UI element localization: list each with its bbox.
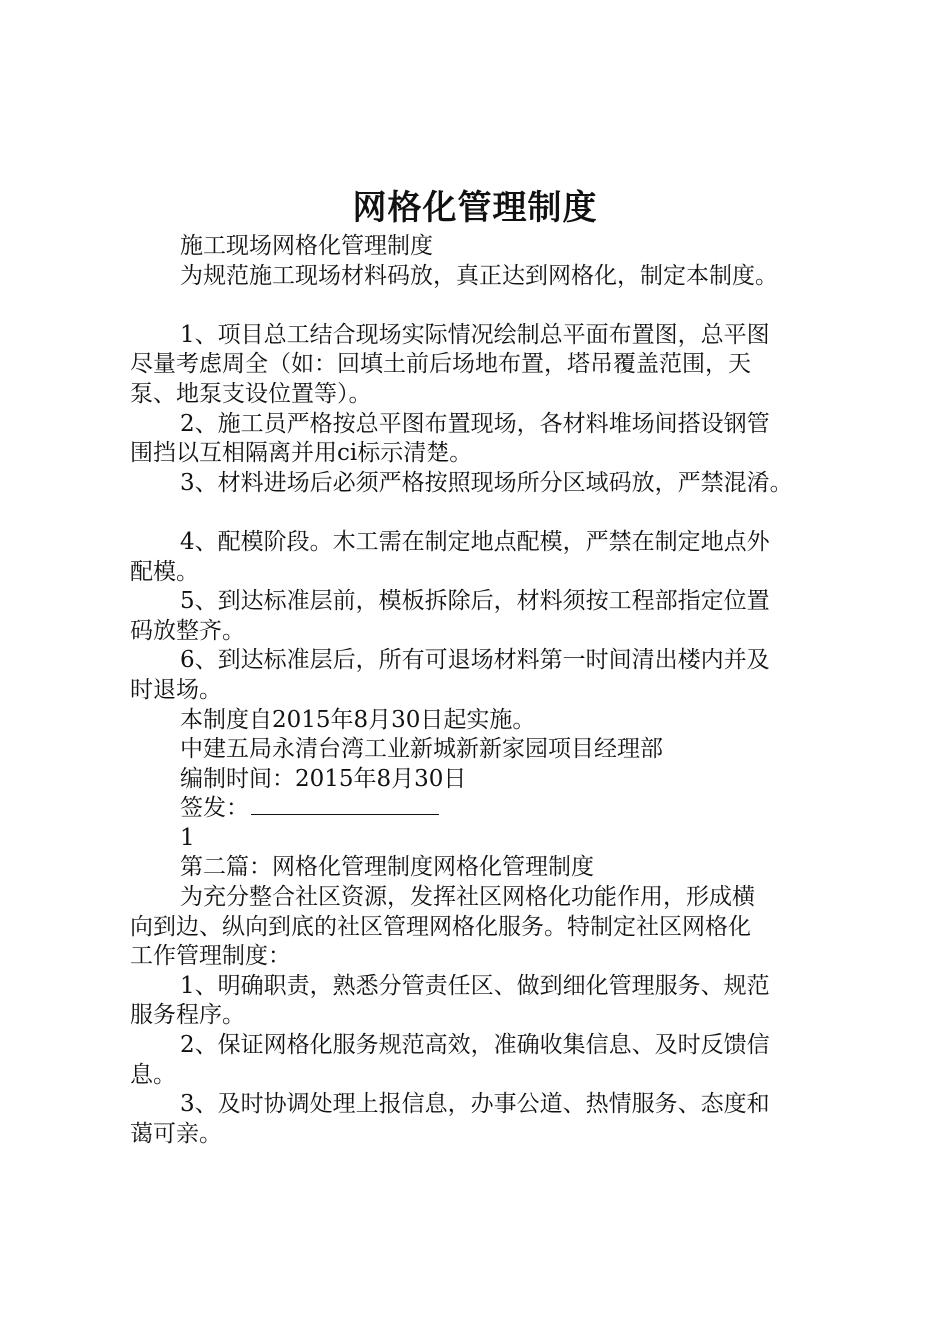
document-title: 网格化管理制度 (352, 188, 598, 228)
signature-line (130, 794, 850, 824)
blank-line (130, 498, 850, 528)
intro-line: 为规范施工现场材料码放，真正达到网格化，制定本制度。 (180, 262, 778, 289)
item-5-line-1: 5、到达标准层前，模板拆除后，材料须按工程部指定位置 (180, 588, 770, 615)
item-1-line-1: 1、项目总工结合现场实际情况绘制总平面布置图，总平图 (180, 321, 770, 348)
page-number: 1 (180, 824, 195, 851)
item-1-line-2: 尽量考虑周全（如：回填土前后场地布置，塔吊覆盖范围，天 (130, 351, 751, 378)
compile-date-line: 编制时间：2015年8月30日 (180, 765, 467, 792)
section-two-heading: 第二篇：网格化管理制度网格化管理制度 (180, 854, 594, 881)
signature-label: 签发： (180, 795, 249, 822)
effective-date-line: 本制度自2015年8月30日起实施。 (180, 706, 536, 733)
document-body (130, 232, 850, 1149)
section-two-item-3-line-2: 蔼可亲。 (130, 1120, 222, 1147)
item-3-line-1: 3、材料进场后必须严格按照现场所分区域码放，严禁混淆。 (180, 469, 793, 496)
signature-blank (251, 794, 439, 815)
item-1-line-3: 泵、地泵支设位置等）。 (130, 380, 372, 407)
section-two-item-1-line-2: 服务程序。 (130, 1002, 245, 1029)
item-5-line-2: 码放整齐。 (130, 617, 245, 644)
item-2-line-2: 围挡以互相隔离并用ci标示清楚。 (130, 440, 473, 467)
item-4-line-1: 4、配模阶段。木工需在制定地点配模，严禁在制定地点外 (180, 528, 770, 555)
section-two-item-3-line-1: 3、及时协调处理上报信息，办事公道、热情服务、态度和 (180, 1091, 770, 1118)
section-two-intro-line-1: 为充分整合社区资源，发挥社区网格化功能作用，形成横 (180, 884, 755, 911)
subtitle-line: 施工现场网格化管理制度 (180, 233, 433, 259)
section-two-item-1-line-1: 1、明确职责，熟悉分管责任区、做到细化管理服务、规范 (180, 972, 770, 999)
item-2-line-1: 2、施工员严格按总平图布置现场，各材料堆场间搭设钢管 (180, 410, 770, 437)
section-two-intro-line-2: 向到边、纵向到底的社区管理网格化服务。特制定社区网格化 (130, 913, 751, 940)
organization-line: 中建五局永清台湾工业新城新新家园项目经理部 (180, 736, 663, 763)
item-6-line-1: 6、到达标准层后，所有可退场材料第一时间清出楼内并及 (180, 647, 770, 674)
blank-line (130, 291, 850, 321)
section-two-intro-line-3: 工作管理制度： (130, 943, 291, 970)
section-two-item-2-line-2: 息。 (130, 1061, 176, 1088)
item-4-line-2: 配模。 (130, 558, 199, 585)
section-two-item-2-line-1: 2、保证网格化服务规范高效，准确收集信息、及时反馈信 (180, 1032, 770, 1059)
item-6-line-2: 时退场。 (130, 676, 222, 703)
